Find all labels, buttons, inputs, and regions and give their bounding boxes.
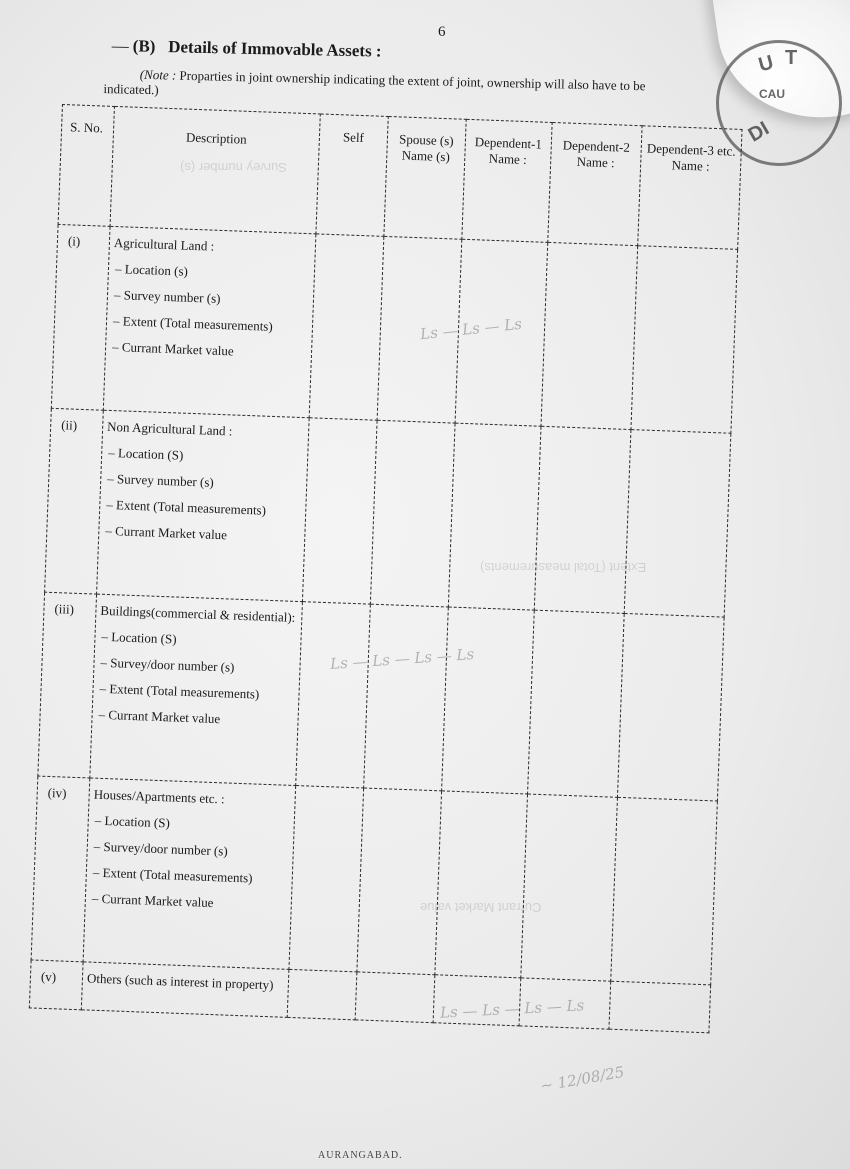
header-self: Self <box>316 114 388 236</box>
cell-dependent-3 <box>631 246 738 434</box>
note-line-1: Proparties in joint ownership indicating the extent of joint, ownership will also have to be <box>179 67 646 94</box>
row-sno: (ii) <box>45 408 104 594</box>
header-dependent-2: Dependent-2 Name : <box>548 122 642 245</box>
cell-dependent-2 <box>519 978 611 1029</box>
row-sno: (iv) <box>31 776 90 962</box>
row-description <box>90 594 303 785</box>
cell-dependent-2 <box>534 426 631 613</box>
cell-dependent-3 <box>624 430 731 618</box>
row-title: Houses/Apartments etc. : <box>93 786 225 807</box>
row-title: Agricultural Land : <box>113 235 215 254</box>
header-dependent-1: Dependent-1 Name : <box>462 119 552 242</box>
cell-dependent-3 <box>617 613 724 801</box>
cell-dependent-1 <box>435 791 528 978</box>
cell-self <box>289 786 364 972</box>
row-sno: (iii) <box>38 592 97 778</box>
table-row <box>45 408 731 617</box>
row-line: – Extent (Total measurements) <box>99 680 260 702</box>
cell-spouse <box>357 788 442 975</box>
table-row <box>51 224 737 433</box>
cell-dependent-1 <box>433 975 521 1026</box>
row-description <box>103 226 316 417</box>
cell-self <box>302 418 377 604</box>
cell-dependent-1 <box>455 239 548 426</box>
header-sno: S. No. <box>58 105 114 227</box>
stamp-letter: T <box>785 47 798 69</box>
table-row <box>31 776 717 985</box>
footer-text: AURANGABAD. <box>318 1150 403 1161</box>
row-line: – Survey number (s) <box>107 470 215 490</box>
cell-dependent-3 <box>611 797 718 985</box>
row-description: Others (such as interest in property) <box>81 962 289 1018</box>
note-line-2: indicated.) <box>103 80 159 98</box>
header-description: Description <box>110 106 320 233</box>
row-description <box>97 410 310 601</box>
cell-self <box>309 234 384 420</box>
row-description <box>83 778 296 969</box>
cell-self <box>296 602 371 788</box>
stamp-letter: CAU <box>759 87 785 101</box>
show-through-text: Currant Market value <box>420 900 542 915</box>
cell-spouse <box>377 236 462 423</box>
row-sno: (i) <box>51 224 110 410</box>
cell-spouse <box>370 420 455 607</box>
row-title: Non Agricultural Land : <box>106 418 233 439</box>
row-line: – Location (S) <box>101 628 177 647</box>
row-line: – Currant Market value <box>98 706 221 727</box>
row-line: – Extent (Total measurements) <box>92 864 253 886</box>
immovable-assets-table <box>29 104 743 1033</box>
cell-dependent-2 <box>541 242 638 429</box>
handwritten-mark: Ls — Ls — Ls <box>419 314 523 344</box>
show-through-text: Survey number (s) <box>180 160 287 175</box>
row-line: – Currant Market value <box>105 522 228 543</box>
stamp-letter: DI <box>744 117 773 147</box>
header-dependent-3: Dependent-3 etc. Name : <box>638 126 742 250</box>
handwritten-mark: Ls — Ls — Ls — Ls <box>329 644 475 674</box>
page-number: 6 <box>438 24 446 40</box>
row-line: – Survey/door number (s) <box>93 838 228 859</box>
section-title: Details of Immovable Assets : <box>168 37 382 61</box>
row-line: – Location (s) <box>114 261 189 279</box>
assets-table-wrapper <box>29 104 743 1033</box>
signature-scribble: ~ 12/08/25 <box>539 1062 626 1096</box>
table-row <box>38 592 724 801</box>
cell-dependent-3 <box>609 981 711 1033</box>
row-line: – Survey/door number (s) <box>100 654 235 675</box>
handwritten-mark: Ls — Ls — Ls — Ls <box>439 996 585 1022</box>
row-line: – Location (S) <box>107 444 184 463</box>
cell-dependent-2 <box>528 610 625 797</box>
row-title: Buildings(commercial & residential): <box>100 602 296 625</box>
header-spouse: Spouse (s) Name (s) <box>384 116 466 239</box>
note-prefix: (Note : <box>139 66 177 83</box>
row-line: – Currant Market value <box>91 890 214 911</box>
cell-self <box>287 969 357 1019</box>
row-line: – Extent (Total measurements) <box>112 313 274 334</box>
show-through-text: Extent (Total measurements) <box>480 560 647 575</box>
row-sno: (v) <box>29 960 83 1010</box>
cell-spouse <box>355 972 435 1023</box>
row-line: – Extent (Total measurements) <box>106 496 267 518</box>
row-line: – Currant Market value <box>111 339 234 359</box>
cell-dependent-1 <box>442 607 535 794</box>
row-line: – Survey number (s) <box>113 287 221 306</box>
stamp-letter: U <box>756 51 776 77</box>
section-heading: — (B) Details of Immovable Assets : <box>111 36 382 61</box>
section-label: (B) <box>132 36 156 56</box>
cell-dependent-2 <box>521 794 618 981</box>
cell-spouse <box>364 604 449 791</box>
cell-dependent-1 <box>448 423 541 610</box>
row-line: – Location (S) <box>94 812 171 831</box>
